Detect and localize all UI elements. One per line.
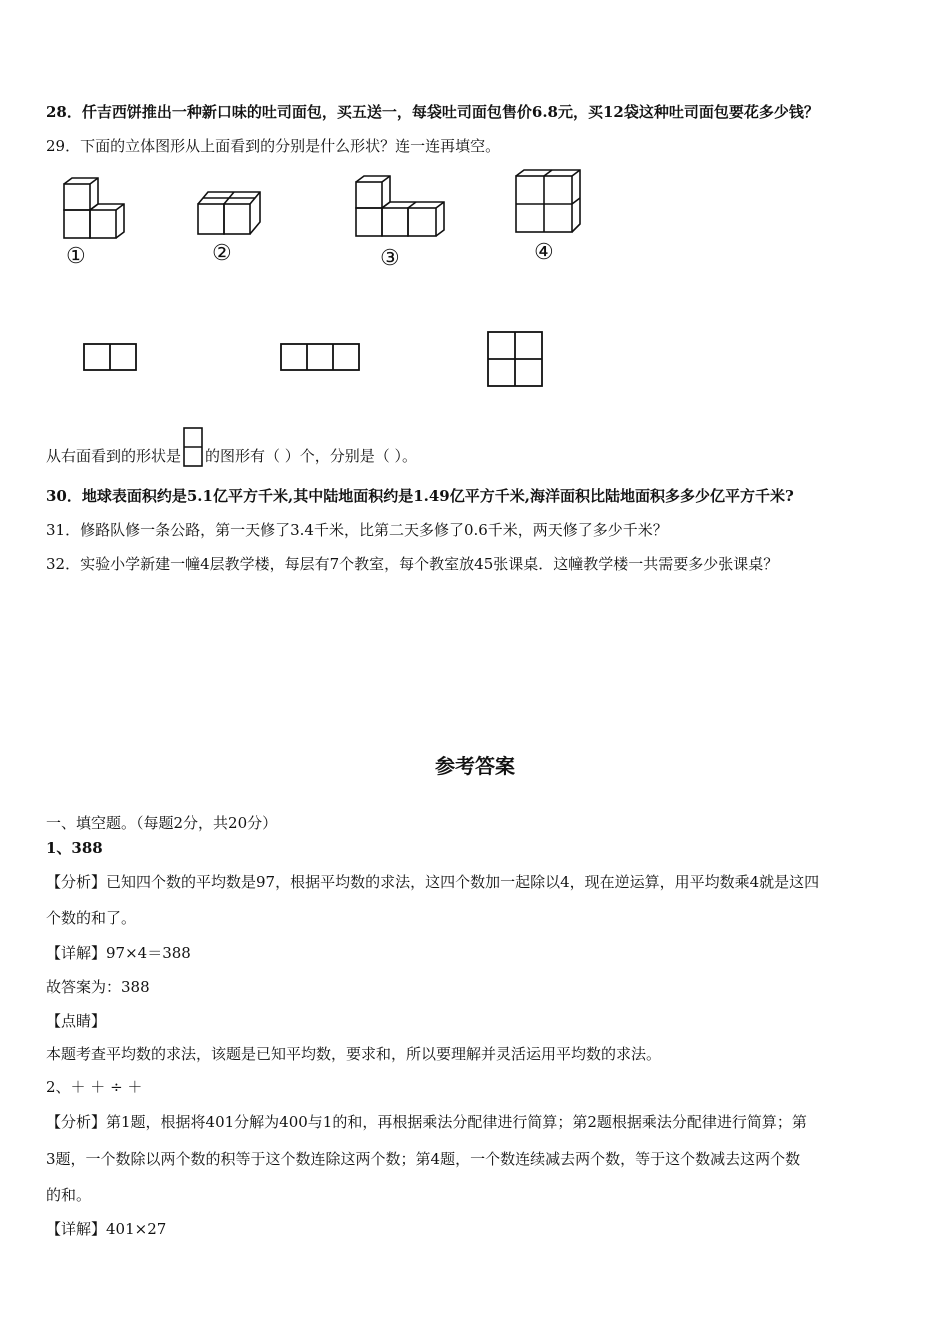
answer-2-analysis-line-2: 3题，一个数除以两个数的积等于这个数连除这两个数；第4题，一个数连续减去两个数，等于这个数减去这两个数 [46, 1150, 801, 1168]
section-heading-fill-in: 一、填空题。（每题2分，共20分） [46, 814, 278, 832]
question-32: 32．实验小学新建一幢4层教学楼，每层有7个教室，每个教室放45张课桌．这幢教学楼一共需要多少张课桌？ [46, 555, 779, 573]
answer-1-comment-head: 【点睛】 [46, 1012, 107, 1030]
q29-fill-after: 的图形有（ ）个，分别是（ ）。 [205, 447, 418, 465]
solid-figure-1 [60, 172, 132, 246]
figure-label-1: ① [66, 244, 86, 269]
figure-label-4: ④ [534, 240, 554, 265]
solid-figure-4 [512, 166, 584, 236]
q29-fill-line [46, 427, 417, 467]
right-view-vertical-two-squares [183, 427, 203, 467]
answer-1-analysis-line-1: 【分析】已知四个数的平均数是97，根据平均数的求法，这四个数加一起除以4，现在逆运算，用平均数乘4就是这四 [46, 873, 820, 891]
answer-2-analysis-line-1: 【分析】第1题，根据将401分解为400与1的和，再根据乘法分配律进行简算；第2题根据乘法分配律进行简算；第 [46, 1113, 807, 1131]
question-29: 29．下面的立体图形从上面看到的分别是什么形状？连一连再填空。 [46, 137, 501, 155]
top-view-three-squares [279, 342, 365, 374]
answer-1-head: 1、388 [46, 839, 103, 857]
answer-1-comment: 本题考查平均数的求法，该题是已知平均数，要求和，所以要理解并灵活运用平均数的求法。 [46, 1045, 662, 1063]
question-28: 28．仟吉西饼推出一种新口味的吐司面包，买五送一，每袋吐司面包售价6.8元，买12袋这种吐司面包要花多少钱？ [46, 103, 819, 121]
question-30: 30．地球表面积约是5.1亿平方千米,其中陆地面积约是1.49亿平方千米,海洋面积比陆地面积多多少亿平方千米? [46, 487, 794, 505]
figure-label-3: ③ [380, 246, 400, 271]
q29-fill-before: 从右面看到的形状是 [46, 447, 182, 465]
answer-2-analysis-line-3: 的和。 [46, 1186, 92, 1204]
solid-figure-3 [352, 172, 448, 242]
answers-title: 参考答案 [435, 754, 515, 778]
answer-2-detail: 【详解】401×27 [46, 1220, 167, 1238]
solid-figure-2 [194, 186, 274, 242]
figure-label-2: ② [212, 241, 232, 266]
answer-1-analysis-line-2: 个数的和了。 [46, 909, 137, 927]
question-31: 31．修路队修一条公路，第一天修了3.4千米，比第二天多修了0.6千米，两天修了多少千米？ [46, 521, 668, 539]
answer-1-conclusion: 故答案为：388 [46, 978, 150, 996]
answer-1-detail: 【详解】97×4＝388 [46, 944, 191, 962]
answer-2-head: 2、＋ ＋ ÷ ＋ [46, 1078, 143, 1096]
top-view-four-squares [486, 330, 546, 390]
top-view-two-squares [82, 342, 140, 374]
